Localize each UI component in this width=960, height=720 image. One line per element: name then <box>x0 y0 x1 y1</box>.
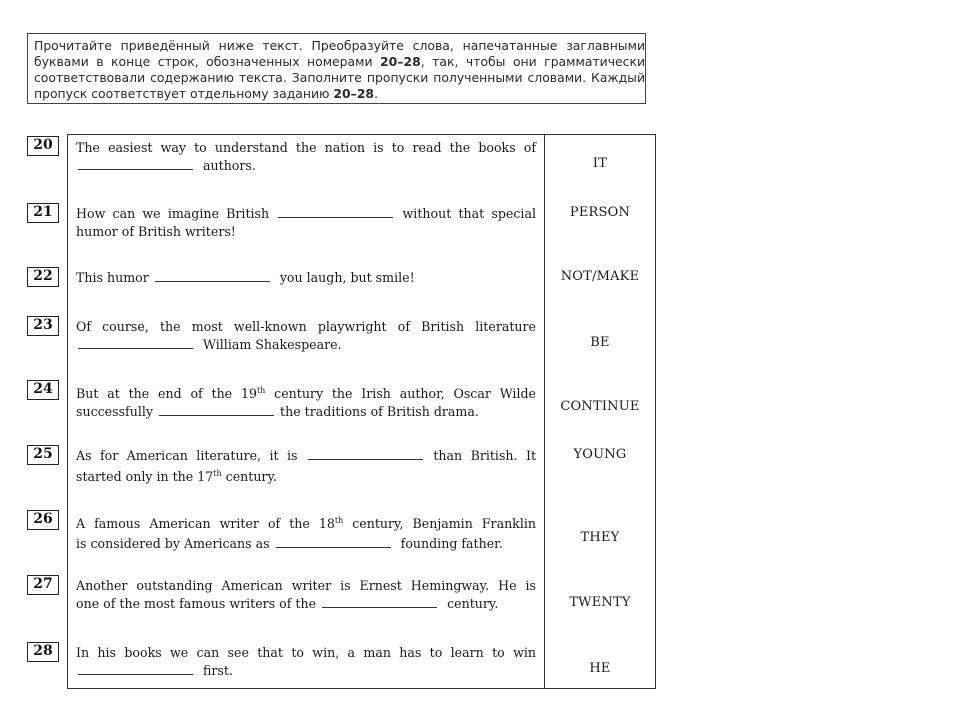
instructions-text-3: . <box>374 86 379 101</box>
task-sentence-27 <box>76 577 536 612</box>
sentence-line <box>76 318 536 336</box>
sentence-text: started only in the 17 <box>76 468 214 484</box>
sentence-text: century. <box>447 595 499 611</box>
task-sentence-26 <box>76 512 536 552</box>
answer-blank[interactable] <box>155 270 270 282</box>
task-keyword-22: NOT/MAKE <box>560 269 640 284</box>
sentence-line <box>76 512 536 533</box>
answer-blank[interactable] <box>322 596 437 608</box>
sentence-text: than British. It <box>433 448 537 463</box>
task-number-26: 26 <box>27 510 59 530</box>
task-number-21: 21 <box>27 203 59 223</box>
sentence-text: century. <box>221 468 277 484</box>
task-number-28: 28 <box>27 642 59 662</box>
sentence-line <box>76 157 536 175</box>
instructions-range-1: 20–28 <box>380 54 421 69</box>
sentence-line <box>76 205 536 223</box>
sentence-text: first. <box>203 662 233 678</box>
sentence-text: century, Benjamin Franklin <box>343 516 536 532</box>
sentence-text: you laugh, but smile! <box>279 270 415 285</box>
sentence-text: As for American literature, it is <box>76 448 298 463</box>
task-keyword-25: YOUNG <box>573 447 627 462</box>
sentence-text: century the Irish author, Oscar Wilde <box>265 386 536 402</box>
task-keyword-23: BE <box>590 335 610 350</box>
sentence-line <box>76 269 536 287</box>
sentence-line <box>76 465 536 486</box>
sentence-line <box>76 382 536 403</box>
task-keyword-20: IT <box>592 156 608 171</box>
sentence-text: William Shakespeare. <box>203 336 342 352</box>
sentence-text: A famous American writer of the 18 <box>76 516 335 532</box>
task-sentence-28 <box>76 644 536 679</box>
task-keyword-21: PERSON <box>569 205 631 220</box>
sentence-text: In his books we can see that to win, a man has to learn to win <box>76 645 536 660</box>
task-sentence-22 <box>76 269 536 287</box>
task-sentence-23 <box>76 318 536 353</box>
sentence-text: authors. <box>203 157 256 173</box>
sentence-line <box>76 577 536 595</box>
sentence-text: founding father. <box>400 535 503 551</box>
answer-blank[interactable] <box>276 536 391 548</box>
instructions-range-2: 20–28 <box>333 86 375 101</box>
sentence-text: The easiest way to understand the nation is to read the books of <box>76 140 536 155</box>
task-sentence-20 <box>76 139 536 174</box>
sentence-text: is considered by Americans as <box>76 535 270 551</box>
sentence-line <box>76 336 536 354</box>
task-sentence-25 <box>76 447 536 485</box>
sentence-line <box>76 139 536 157</box>
sentence-text: How can we imagine British <box>76 206 270 221</box>
task-number-22: 22 <box>27 267 59 287</box>
sentence-text: But at the end of the 19 <box>76 386 257 402</box>
answer-blank[interactable] <box>78 337 193 349</box>
sentence-text: successfully <box>76 403 154 419</box>
sentence-text: Of course, the most well-known playwright of British literature <box>76 319 536 334</box>
sentence-text: humor of British writers! <box>76 223 236 239</box>
task-keyword-27: TWENTY <box>569 595 631 610</box>
sentence-text: one of the most famous writers of the <box>76 595 317 611</box>
sentence-text: the traditions of British drama. <box>280 403 479 419</box>
task-keyword-26: THEY <box>580 530 620 545</box>
answer-blank[interactable] <box>278 206 393 218</box>
instructions-text-1: Прочитайте приведённый ниже текст. Преобразуйте слова, напечатанные заглавными буквами в конце строк, обозначенных номерами <box>34 38 645 69</box>
ordinal-suffix: th <box>334 516 344 525</box>
sentence-line <box>76 595 536 613</box>
task-number-27: 27 <box>27 575 59 595</box>
task-number-24: 24 <box>27 380 59 400</box>
sentence-line <box>76 535 536 553</box>
instructions-text-2: , так, чтобы они грамматически соответствовали содержанию текста. Заполните пропуски полученными словами. Каждый пропуск соответствует отдельному заданию <box>34 54 646 101</box>
task-keyword-28: HE <box>589 661 611 676</box>
sentence-line <box>76 223 536 241</box>
instructions-box <box>27 33 646 104</box>
sentence-text: Another outstanding American writer is Ernest Hemingway. He is <box>76 578 536 593</box>
answer-blank[interactable] <box>78 158 193 170</box>
sentence-line <box>76 447 536 465</box>
task-number-23: 23 <box>27 316 59 336</box>
ordinal-suffix: th <box>256 386 266 395</box>
ordinal-suffix: th <box>213 468 222 478</box>
answer-blank[interactable] <box>159 404 274 416</box>
sentence-text: without that special <box>402 206 536 221</box>
sentence-line <box>76 403 536 421</box>
task-sentence-24 <box>76 382 536 420</box>
sentence-line <box>76 644 536 662</box>
task-number-25: 25 <box>27 445 59 465</box>
answer-blank[interactable] <box>308 448 423 460</box>
task-number-20: 20 <box>27 136 59 156</box>
sentence-line <box>76 662 536 680</box>
task-sentence-21 <box>76 205 536 240</box>
task-keyword-24: CONTINUE <box>560 399 640 414</box>
sentence-text: This humor <box>76 270 149 285</box>
answer-blank[interactable] <box>78 663 193 675</box>
